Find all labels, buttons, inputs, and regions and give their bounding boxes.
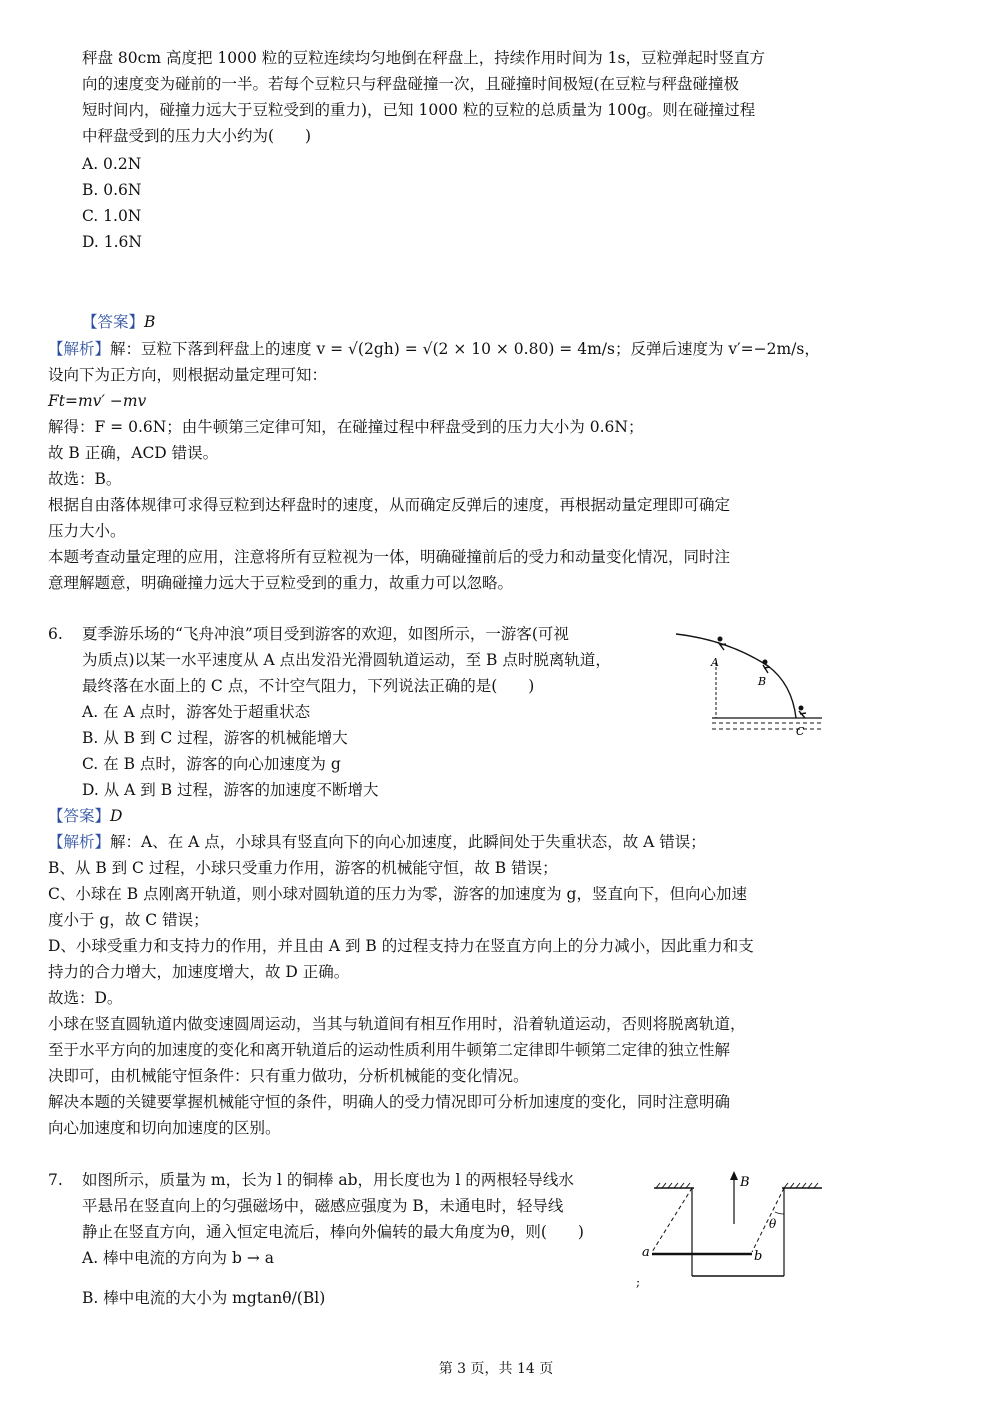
q5-option-a: A. 0.2N [82, 155, 142, 173]
answer-value: B [144, 313, 156, 331]
analysis-tag: 【解析】 [48, 833, 111, 851]
q6-analysis-line-5: D、小球受重力和支持力的作用，并且由 A 到 B 的过程支持力在竖直方向上的分力减小，因此重力和支 [48, 937, 754, 955]
q5-analysis-line-1: 【解析】解：豆粒下落到秤盘上的速度 v = √(2gh) = √(2 × 10 × 0.80) = 4m/s；反弹后速度为 v′=−2m/s， [48, 340, 820, 358]
q6-option-a: A. 在 A 点时，游客处于超重状态 [82, 703, 311, 721]
q6-figure [668, 622, 828, 740]
q7-wire-left-deflected [652, 1188, 692, 1252]
q5-analysis-line-8: 压力大小。 [48, 522, 126, 540]
q6-analysis-line-8: 小球在竖直圆轨道内做变速圆周运动，当其与轨道间有相互作用时，沿着轨道运动，否则将脱离轨道， [48, 1015, 746, 1033]
q7-label-b: b [754, 1249, 763, 1264]
q6-analysis-line-4: 度小于 g，故 C 错误； [48, 911, 209, 929]
q7-wire-right-deflected [752, 1188, 784, 1252]
q7-label-field: B [740, 1175, 750, 1190]
q6-analysis-line-7: 故选：D。 [48, 989, 123, 1007]
q6-analysis-line-6: 持力的合力增大，加速度增大，故 D 正确。 [48, 963, 350, 981]
q5-analysis-line-9: 本题考查动量定理的应用，注意将所有豆粒视为一体，明确碰撞前后的受力和动量变化情况，同时注 [48, 548, 731, 566]
q6-stem-line-3: 最终落在水面上的 C 点，不计空气阻力，下列说法正确的是( ) [82, 677, 535, 695]
q5-stem-line-4: 中秤盘受到的压力大小约为( ) [82, 127, 312, 145]
analysis-tag: 【解析】 [48, 340, 111, 358]
q5-analysis-line-7: 根据自由落体规律可求得豆粒到达秤盘时的速度，从而确定反弹后的速度，再根据动量定理即可确定 [48, 496, 731, 514]
page-footer: 第 3 页，共 14 页 [438, 1361, 554, 1377]
q5-analysis-line-2: 设向下为正方向，则根据动量定理可知： [48, 366, 328, 384]
q7-stem-line-1: 如图所示，质量为 m，长为 l 的铜棒 ab，用长度也为 l 的两根轻导线水 [82, 1171, 574, 1189]
q7-label-a: a [642, 1245, 650, 1260]
q5-analysis-line-10: 意理解题意，明确碰撞力远大于豆粒受到的重力，故重力可以忽略。 [48, 574, 514, 592]
q6-stem-line-2: 为质点)以某一水平速度从 A 点出发沿光滑圆轨道运动，至 B 点时脱离轨道， [82, 651, 611, 669]
q6-analysis-line-2: B、从 B 到 C 过程，小球只受重力作用，游客的机械能守恒，故 B 错误； [48, 859, 558, 877]
q5-answer-line [82, 312, 155, 332]
q7-label-theta: θ [769, 1217, 777, 1231]
q7-stem-line-2: 平悬吊在竖直向上的匀强磁场中，磁感应强度为 B，未通电时，轻导线 [82, 1197, 564, 1215]
q5-stem-line-3: 短时间内，碰撞力远大于豆粒受到的重力)，已知 1000 粒的豆粒的总质量为 100g。则在碰撞过程 [82, 101, 756, 119]
q6-analysis-line-10: 决即可，由机械能守恒条件：只有重力做功，分析机械能的变化情况。 [48, 1067, 529, 1085]
q7-stray-mark: ; [636, 1275, 641, 1289]
q5-analysis-line-4: 解得：F = 0.6N；由牛顿第三定律可知，在碰撞过程中秤盘受到的压力大小为 0.6N； [48, 418, 644, 436]
answer-tag: 【答案】 [48, 807, 111, 825]
q6-number: 6. [48, 625, 63, 643]
q6-label-c: C [796, 725, 805, 738]
q7-field-arrow-head-icon [730, 1171, 738, 1180]
q6-analysis-line-1: 【解析】解：A、在 A 点，小球具有竖直向下的向心加速度，此瞬间处于失重状态，故 A 错误； [48, 833, 706, 851]
q7-option-b: B. 棒中电流的大小为 mgtanθ/(Bl) [82, 1289, 326, 1307]
q6-stem-line-1: 夏季游乐场的“飞舟冲浪”项目受到游客的欢迎，如图所示，一游客(可视 [82, 625, 569, 643]
answer-value: D [110, 807, 123, 825]
q5-option-d: D. 1.6N [82, 233, 142, 251]
q6-analysis-line-3: C、小球在 B 点刚离开轨道，则小球对圆轨道的压力为零，游客的加速度为 g，竖直向下，但向心加速 [48, 885, 747, 903]
q6-rider-c-icon [799, 706, 807, 719]
answer-tag: 【答案】 [82, 313, 145, 331]
q6-option-c: C. 在 B 点时，游客的向心加速度为 g [82, 755, 341, 773]
q6-track-arc [676, 634, 796, 718]
q7-number: 7. [48, 1171, 63, 1189]
q7-figure [636, 1168, 826, 1290]
q6-answer-line [48, 806, 122, 826]
q7-option-a: A. 棒中电流的方向为 b → a [82, 1249, 274, 1267]
q6-analysis-line-11: 解决本题的关键要掌握机械能守恒的条件，明确人的受力情况即可分析加速度的变化，同时注意明确 [48, 1093, 731, 1111]
q6-analysis-line-9: 至于水平方向的加速度的变化和离开轨道后的运动性质利用牛顿第二定律即牛顿第二定律的独立性解 [48, 1041, 731, 1059]
q5-analysis-line-6: 故选：B。 [48, 470, 122, 488]
q6-option-d: D. 从 A 到 B 过程，游客的加速度不断增大 [82, 781, 379, 799]
q5-analysis-line-5: 故 B 正确，ACD 错误。 [48, 444, 219, 462]
q5-option-b: B. 0.6N [82, 181, 142, 199]
q6-label-b: B [758, 675, 767, 688]
q5-stem-line-2: 向的速度变为碰前的一半。若每个豆粒只与秤盘碰撞一次，且碰撞时间极短(在豆粒与秤盘碰撞极 [82, 75, 740, 93]
q7-angle-arc [775, 1212, 784, 1214]
q7-stem-line-3: 静止在竖直方向，通入恒定电流后，棒向外偏转的最大角度为θ，则( ) [82, 1223, 584, 1241]
q5-analysis-formula: Ft=mv′ −mv [48, 392, 147, 410]
q5-stem-line-1: 秤盘 80cm 高度把 1000 粒的豆粒连续均匀地倒在秤盘上，持续作用时间为 1s，豆粒弹起时竖直方 [82, 49, 766, 67]
q6-option-b: B. 从 B 到 C 过程，游客的机械能增大 [82, 729, 348, 747]
q6-label-a: A [711, 656, 719, 669]
q6-analysis-line-12: 向心加速度和切向加速度的区别。 [48, 1119, 281, 1137]
q5-option-c: C. 1.0N [82, 207, 142, 225]
